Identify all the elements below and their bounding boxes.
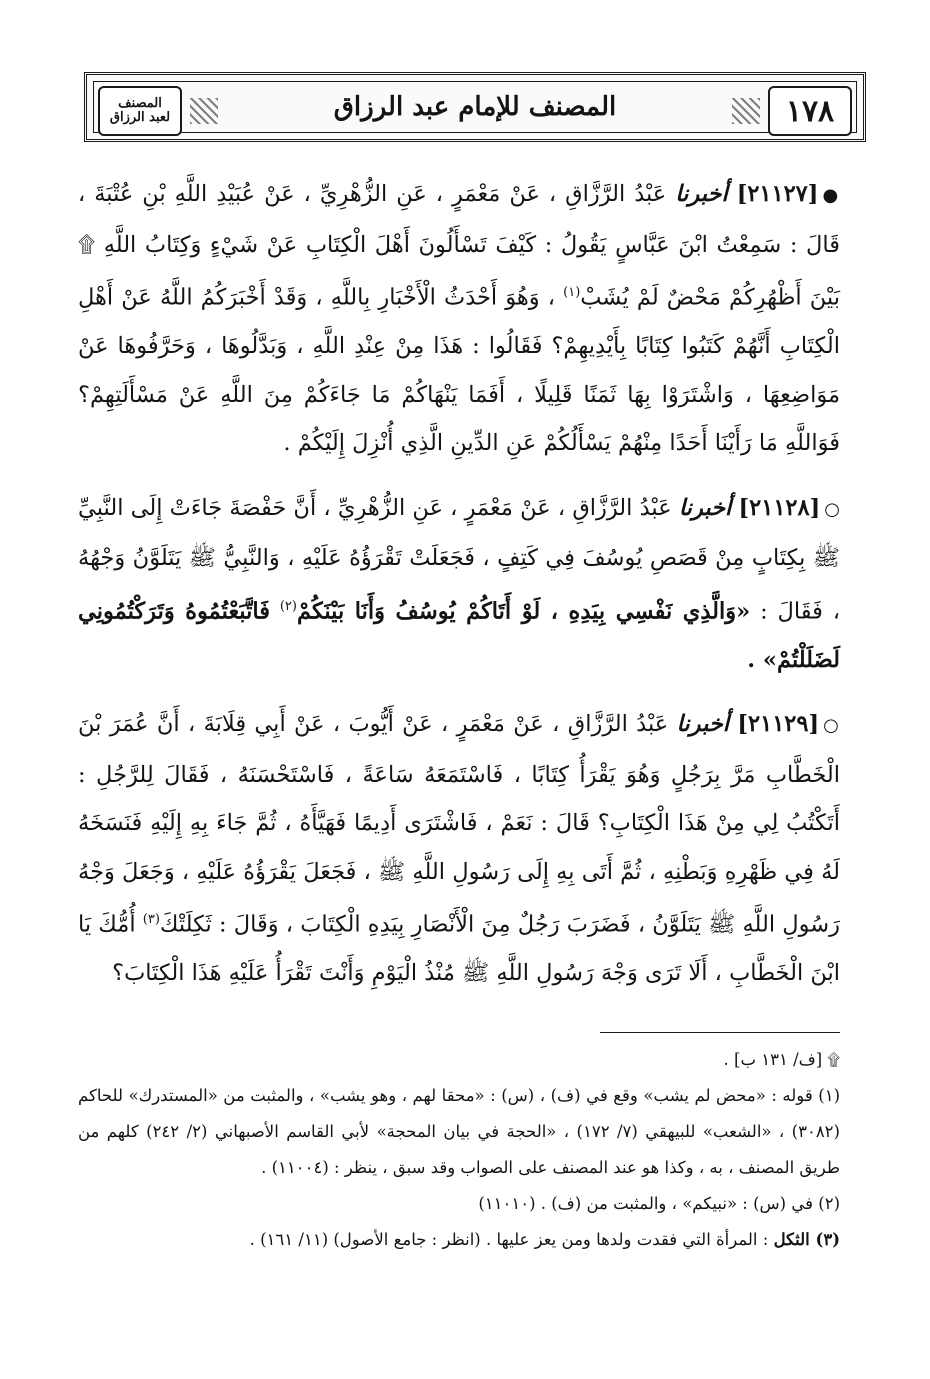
hadith-text: عَبْدُ الرَّزَّاقِ ، عَنْ مَعْمَرٍ ، عَنِ الزُّهْرِيِّ ، عَنْ عُبَيْدِ اللَّهِ بْنِ عُتْبَةَ ، قَالَ : سَمِعْتُ ابْنَ عَبَّاسٍ يَقُولُ : كَيْفَ تَسْأَلُونَ أَهْلَ الْكِتَابِ عَنْ شَيْءٍ وَكِتَابُ اللَّهِ ۩ بَيْنَ أَظْهُرِكُمْ مَحْضٌ لَمْ يُشَبْ <box>78 181 840 311</box>
footnote-3 <box>78 1222 840 1258</box>
book-title: المصنف للإمام عبد الرزاق <box>333 92 617 122</box>
page-number: ١٧٨ <box>785 93 835 129</box>
prophetic-quote-continued: فَاتَّبَعْتُمُوهُ وَتَرَكْتُمُونِي لَضَلَلْتُمْ» . <box>78 598 840 673</box>
footnote-ref[interactable]: (٢) <box>279 598 297 614</box>
footnote-divider <box>600 1032 840 1033</box>
hadith-text-continued: أُمُّكَ يَا ابْنَ الْخَطَّابِ ، أَلَا تَرَى وَجْهَ رَسُولِ اللَّهِ ﷺ مُنْذُ الْيَوْمِ وَأَنْتَ تَقْرَأُ عَلَيْهِ هَذَا الْكِتَابَ؟ <box>78 911 840 986</box>
footnote-ref[interactable]: (١) <box>563 285 581 300</box>
hadith-text: عَبْدُ الرَّزَّاقِ ، عَنْ مَعْمَرٍ ، عَنْ أَيُّوبَ ، عَنْ أَبِي قِلَابَةَ ، أَنَّ عُمَرَ بْنَ الْخَطَّابِ مَرَّ بِرَجُلٍ وَهُوَ يَقْرَأُ كِتَابًا ، فَاسْتَمَعَهُ سَاعَةً ، فَاسْتَحْسَنَهُ ، فَقَالَ لِلرَّجُلِ : أَتَكْتُبُ لِي مِنْ هَذَا الْكِتَابِ؟ قَالَ : نَعَمْ ، فَاشْتَرَى أَدِيمًا فَهَيَّأَهُ ، ثُمَّ جَاءَ بِهِ إِلَيْهِ فَنَسَخَهُ لَهُ فِي ظَهْرِهِ وَبَطْنِهِ ، ثُمَّ أَتَى بِهِ إِلَى رَسُولِ اللَّهِ ﷺ ، فَجَعَلَ يَقْرَؤُهُ عَلَيْهِ ، وَجَعَلَ وَجْهُ رَسُولِ اللَّهِ ﷺ يَتَلَوَّنُ ، فَضَرَبَ رَجُلٌ مِنَ الْأَنْصَارِ بِيَدِهِ الْكِتَابَ ، وَقَالَ : ثَكِلَتْكَ <box>78 711 840 938</box>
hadith-21129 <box>78 700 840 998</box>
logo <box>110 97 170 126</box>
narration-opening: أخبرنا <box>676 711 730 737</box>
prophetic-quote: «وَالَّذِي نَفْسِي بِيَدِهِ ، لَوْ أَتَاكُمْ يُوسُفُ وَأَنَا بَيْنَكُمْ <box>296 598 751 624</box>
footnotes <box>78 1042 840 1258</box>
bullet-hollow-icon: ○ <box>823 715 841 736</box>
hadith-21127 <box>78 170 840 468</box>
bullet-hollow-icon: ○ <box>824 498 840 520</box>
hadith-number: [٢١١٢٨] <box>738 494 821 521</box>
header-inner-frame <box>93 81 857 133</box>
main-text <box>78 170 840 1014</box>
footnote-2: (٢) في (س) : «نبيكم» ، والمثبت من (ف) . (١١٠١٠) <box>478 1194 840 1213</box>
logo-medallion <box>98 86 182 136</box>
footnote-3-text: : المرأة التي فقدت ولدها ومن يعز عليها . (انظر : جامع الأصول) (١١/ ١٦١) . <box>249 1230 769 1249</box>
page-number-medallion <box>768 86 852 136</box>
logo-line-2: لعبد الرزاق <box>109 110 171 125</box>
logo-line-1: المصنف <box>118 95 162 111</box>
hadith-text: عَبْدُ الرَّزَّاقِ ، عَنْ مَعْمَرٍ ، عَنِ الزُّهْرِيِّ ، أَنَّ حَفْصَةَ جَاءَتْ إِلَى النَّبِيِّ ﷺ بِكِتَابٍ مِنْ قَصَصِ يُوسُفَ فِي كَتِفٍ ، فَجَعَلَتْ تَقْرَؤُهُ عَلَيْهِ ، وَالنَّبِيُّ ﷺ يَتَلَوَّنُ وَجْهُهُ ، فَقَالَ : <box>78 494 841 624</box>
hadith-21128 <box>78 484 840 685</box>
folio-note: ۩ [ف/ ١٣١ ب] . <box>723 1050 840 1069</box>
narration-opening: أخبرنا <box>678 494 732 521</box>
hadith-number: [٢١١٢٧] <box>736 181 819 207</box>
footnote-1: (١) قوله : «محض لم يشب» وقع في (ف) ، (س) : «محقا لهم ، وهو يشب» ، والمثبت من «المستدرك» للحاكم (٣٠٨٢) ، «الشعب» للبيهقي (٧/ ١٧٢) ، «الحجة في بيان المحجة» لأبي القاسم الأصبهاني (٢/ ٢٤٢) كلهم من طريق المصنف ، به ، وكذا هو عند المصنف على الصواب وقد سبق ، ينظر : (١١٠٠٤) . <box>78 1086 840 1177</box>
page-header <box>84 72 866 142</box>
hadith-text-continued: ، وَهُوَ أَحْدَثُ الْأَخْبَارِ بِاللَّهِ ، وَقَدْ أَخْبَرَكُمُ اللَّهُ عَنْ أَهْلِ الْكِتَابِ أَنَّهُمْ كَتَبُوا كِتَابًا بِأَيْدِيهِمْ؟ فَقَالُوا : هَذَا مِنْ عِنْدِ اللَّهِ ، وَبَدَّلُوهَا ، وَحَرَّفُوهَا عَنْ مَوَاضِعِهَا ، وَاشْتَرَوْا بِهَا ثَمَنًا قَلِيلًا ، أَفَمَا يَنْهَاكُمْ مَا جَاءَكُمْ مِنَ اللَّهِ عَنْ مَسْأَلَتِهِمْ؟ فَوَاللَّهِ مَا رَأَيْنَا أَحَدًا مِنْهُمْ يَسْأَلُكُمْ عَنِ الدِّينِ الَّذِي أُنْزِلَ إِلَيْكُمْ . <box>78 284 840 456</box>
narration-opening: أخبرنا <box>675 181 728 207</box>
ornament-right-icon <box>732 98 760 124</box>
footnote-ref[interactable]: (٣) <box>142 912 160 927</box>
ornament-left-icon <box>190 98 218 124</box>
hadith-number: [٢١١٢٩] <box>737 711 820 737</box>
bullet-filled-icon: ● <box>822 185 840 206</box>
footnote-3-term: (٣) الثكل <box>773 1230 840 1249</box>
